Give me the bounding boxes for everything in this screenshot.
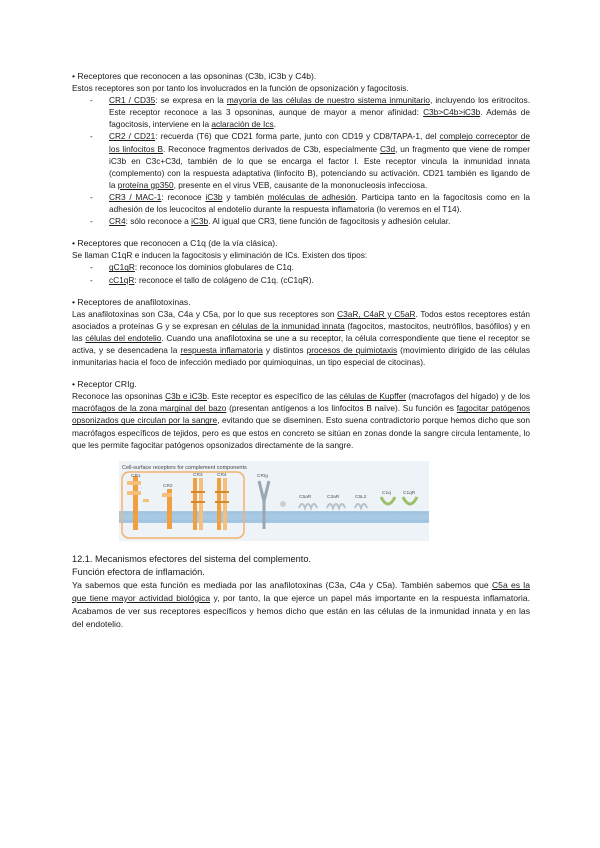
text: . Reconoce fragmentos derivados de C3b, especialmente	[163, 143, 380, 154]
text: , un fragmento que viene de romper iC3b en C3c+C3d, también de lo que se encarga el factor I. Este receptor vincula la inmunidad innata (complemento) con la respuesta adaptativa (linfocito B), potenciando su activación. CD21 también es ligando de la	[109, 143, 530, 190]
figure-title: Cell-surface receptors for complement components	[122, 464, 247, 471]
text: , incluyendo los eritrocitos. Este receptor reconoce a las 3 opsoninas, aunque de mayor a menor afinidad:	[109, 95, 530, 118]
underlined-text: proteína gp350	[117, 179, 174, 190]
text: (presentan antígenos a los linfocitos B naïve). Su función es	[226, 403, 457, 414]
section-title-crig: • Receptor CRIg.	[72, 379, 137, 390]
label-c3ar: C3aR	[327, 494, 340, 500]
text: . Al igual que CR3, tiene función de fagocitosis y adhesión celular.	[208, 216, 451, 227]
receptor-name: CR1 / CD35	[109, 95, 156, 106]
underlined-text: iC3b	[205, 191, 223, 202]
underlined-text: macrófagos de la zona marginal del bazo	[72, 403, 227, 414]
text: , presente en el virus VEB, causante de la mononucleosis infecciosa.	[173, 179, 428, 190]
text: : reconoce el tallo de colágeno de C1q. (cC1qR).	[134, 274, 314, 285]
complement-receptors-diagram	[119, 461, 429, 541]
underlined-text: respuesta inflamatoria	[180, 344, 263, 355]
underlined-text: aclaración de Ics	[211, 119, 274, 130]
section-title-opsonin-receptors: • Receptores que reconocen a las opsoninas (C3b, iC3b y C4b).	[72, 71, 317, 81]
receptor-name: gC1qR	[109, 262, 135, 273]
underlined-text: células de Kupffer	[339, 391, 406, 402]
label-cr4: CR4	[217, 472, 227, 478]
label-crig: CRIg	[257, 473, 268, 479]
section-intro: Estos receptores son por tanto los involucrados en la función de opsonización y fagocitosis.	[72, 83, 409, 94]
receptor-name: CR4	[109, 216, 126, 227]
list-item-cr1	[72, 94, 530, 130]
text: Reconoce las opsoninas	[72, 391, 166, 402]
receptor-name: cC1qR	[109, 274, 135, 285]
text: y, por tanto, la que ejerce un papel más importante en la respuesta inflamatoria. Acabamos de ver sus receptores específicos y hemos dicho que están en las células de la inmunidad innata y en las del endotelio.	[72, 592, 530, 629]
list-item-cr3	[72, 191, 530, 215]
list-item-gc1qr	[72, 261, 530, 273]
paragraph	[72, 390, 530, 450]
text: : reconoce	[161, 191, 206, 202]
list-item-cr2	[72, 130, 530, 190]
text: Las anafilotoxinas son C3a, C4a y C5a, por lo que sus receptores son	[72, 308, 338, 319]
text: (movimiento dirigido de las células inmunitarias hacia el foco de infección mediado por quimioquinas, un tipo especial de citocinas).	[72, 344, 530, 368]
section-title-c1q-receptors: • Receptores que reconocen a C1q (de la vía clásica).	[72, 238, 278, 249]
underlined-text: C5a es la que tiene mayor actividad biológica	[72, 579, 530, 603]
text: Ya sabemos que esta función es mediada por las anafilotoxinas (C3a, C4a y C5a). También sabemos que	[72, 579, 492, 590]
text: (macrofagos del hígado) y de los	[405, 391, 530, 402]
section-intro: Se llaman C1qR e inducen la fagocitosis y eliminación de ICs. Existen dos tipos:	[72, 250, 368, 261]
underlined-text: fagocitar patógenos opsonizados que circulan por la sangre	[72, 403, 531, 426]
label-c1qr: C1qR	[403, 490, 416, 496]
label-cr1: CR1	[131, 473, 141, 479]
underlined-text: células de la inmunidad innata	[232, 320, 345, 331]
label-c5ar: C5aR	[299, 494, 312, 500]
label-cr2: CR2	[163, 483, 173, 489]
section-title-anaphylatoxin-receptors: • Receptores de anafilotoxinas.	[72, 296, 191, 307]
text: , evitando que se diseminen. Esto suena contradictorio porque hemos dicho que son macrófagos específicos de tejidos, pero es que estos en concreto se sitúan en zonas donde la sangre circula lentamente, lo que les permite fagocitar patógenos opsonizados directamente de la sangre.	[72, 415, 530, 450]
text: . Además de fagocitosis, interviene en la	[109, 107, 531, 130]
text: : reconoce los dominios globulares de C1q.	[134, 262, 294, 273]
receptor-figure	[119, 461, 429, 541]
underlined-text: células del endotelio	[85, 332, 162, 343]
list-item-cc1qr	[72, 274, 530, 286]
underlined-text: C3aR, C4aR y C5aR	[337, 308, 416, 319]
label-c1q: C1q	[382, 490, 391, 496]
document-page	[72, 70, 530, 631]
text: : sólo reconoce a	[125, 216, 192, 227]
text: y también	[222, 191, 268, 202]
ligand-blob	[280, 501, 286, 507]
underlined-text: mayoría de las células de nuestro sistema inmunitario	[226, 95, 430, 106]
underlined-text: C3b e iC3b	[165, 391, 207, 402]
text: : recuerda (T6) que CD21 forma parte, junto con CD19 y CD8/TAPA-1, del	[155, 131, 440, 142]
section-effector-mechanisms	[72, 553, 530, 631]
underlined-text: iC3b	[191, 216, 209, 227]
c1q-receptor-list	[72, 261, 530, 285]
text: . Este receptor es específico de las	[206, 391, 340, 402]
text: y distintos	[262, 344, 307, 355]
text: : se expresa en la	[155, 95, 227, 106]
label-cr3: CR3	[193, 472, 203, 478]
section-heading: 12.1. Mecanismos efectores del sistema del complemento.	[72, 553, 311, 564]
opsonin-receptor-list	[72, 94, 530, 227]
receptor-name: CR3 / MAC-1	[109, 191, 162, 202]
underlined-text: C3d	[379, 143, 396, 154]
text: (fagocitos, mastocitos, neutrófilos, basófilos) y en las	[72, 320, 530, 343]
subsection-heading: Función efectora de inflamación.	[72, 566, 205, 577]
label-c5l2: C5L2	[355, 494, 367, 500]
paragraph	[72, 579, 530, 631]
text: . Cuando una anafilotoxina se une a su receptor, la célula correspondiente que tiene el receptor se activa, y se desencadena la	[72, 332, 530, 355]
underlined-text: moléculas de adhesión	[267, 191, 356, 202]
underlined-text: complejo correceptor de los linfocitos B	[109, 131, 531, 154]
paragraph	[72, 308, 530, 368]
text: .	[273, 119, 276, 130]
text: . Todos estos receptores están asociados a proteínas G y se expresan en	[72, 308, 530, 331]
text: . Participa tanto en la fagocitosis como en la adhesión de los leucocitos al endotelio durante la respuesta inflamatoria (lo veremos en el T14).	[109, 191, 530, 215]
underlined-text: C3b>C4b>iC3b	[423, 107, 481, 118]
list-item-cr4	[72, 215, 530, 227]
receptor-name: CR2 / CD21	[109, 131, 156, 142]
underlined-text: procesos de quimiotaxis	[306, 344, 398, 355]
